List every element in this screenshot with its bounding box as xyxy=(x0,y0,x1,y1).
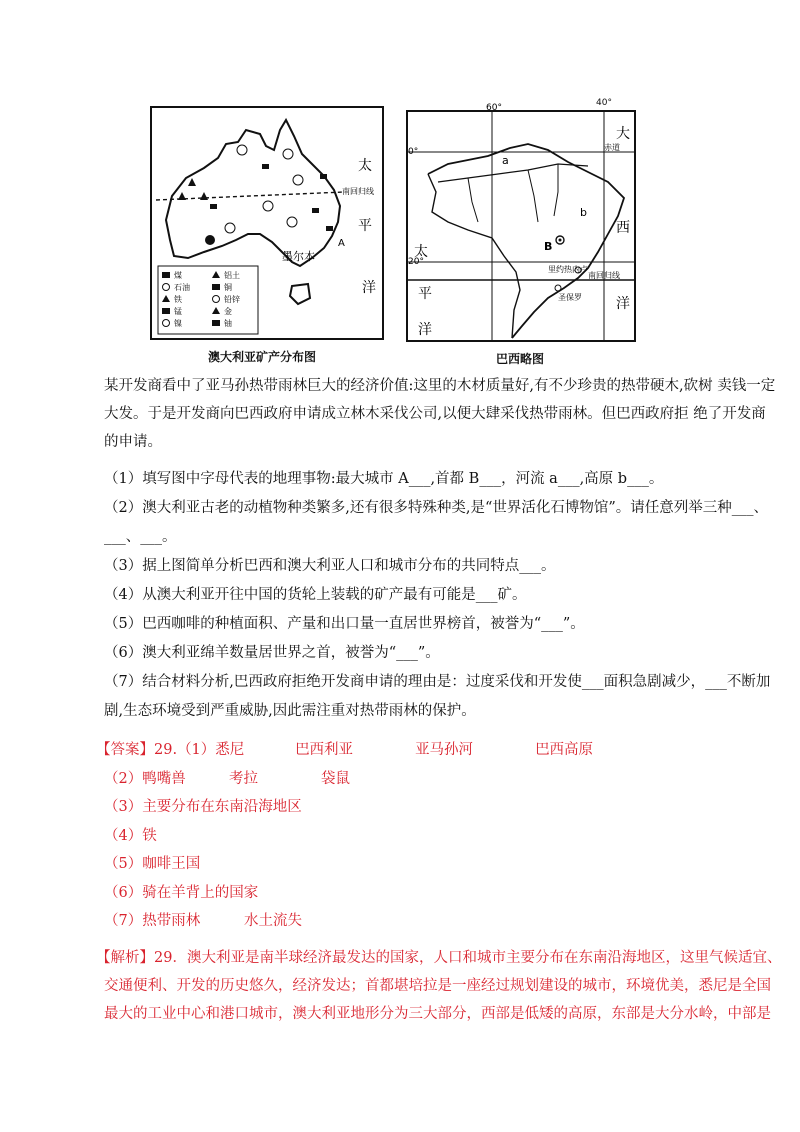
question-1: （1）填写图中字母代表的地理事物:最大城市 A___,首都 B___，河流 a___,高原 b___。 xyxy=(104,471,664,487)
australia-map-svg xyxy=(152,108,382,338)
legend-label: 铝土 xyxy=(224,271,240,280)
question-7: （7）结合材料分析,巴西政府拒绝开发商申请的理由是：过度采伐和开发使___面积急剧减少，___不断加 xyxy=(104,674,771,690)
lon40-label: 40° xyxy=(596,98,612,108)
answer-num: 29. xyxy=(154,742,178,758)
question-3: （3）据上图简单分析巴西和澳大利亚人口和城市分布的共同特点___。 xyxy=(104,558,556,574)
answer-row-6: （6）骑在羊背上的国家 xyxy=(104,884,259,901)
legend-label: 铁 xyxy=(174,295,182,304)
mineral-symbol xyxy=(312,208,319,213)
mineral-symbols xyxy=(178,145,333,245)
atlantic-label-2: 西 xyxy=(616,220,630,236)
answer-row-2 xyxy=(96,765,726,794)
mineral-symbol xyxy=(188,178,196,186)
legend-label: 铀 xyxy=(224,319,232,328)
answer-row-3: （3）主要分布在东南沿海地区 xyxy=(104,799,302,815)
atlantic-label-1: 大 xyxy=(616,126,630,142)
continent-outline xyxy=(428,144,624,338)
brazil-map xyxy=(406,98,636,342)
lat20-label: 20° xyxy=(408,257,424,267)
river-a-label: a xyxy=(502,154,509,167)
legend-label: 铅锌 xyxy=(224,295,240,304)
mineral-symbol xyxy=(320,174,327,179)
legend-label: 镍 xyxy=(174,319,182,328)
pacific-top-label: 太 xyxy=(358,158,372,174)
answer-row-5: （5）咖啡王国 xyxy=(104,856,201,872)
legend-label: 煤 xyxy=(174,271,182,280)
passage xyxy=(104,372,776,456)
answer-row-7 xyxy=(96,907,726,936)
passage-line: 大发。于是开发商向巴西政府申请成立林木采伐公司,以便大肆采伐热带雨林。但巴西政府拒 绝了开发商 xyxy=(104,406,766,422)
river-tributary xyxy=(554,164,558,216)
city-a-label: A xyxy=(338,238,345,249)
answer-item: （7）热带雨林 xyxy=(104,913,201,929)
mineral-symbol xyxy=(262,164,269,169)
question-6: （6）澳大利亚绵羊数量居世界之首，被誉为“___”。 xyxy=(104,645,440,661)
mineral-symbol xyxy=(200,192,208,200)
analysis-line-3: 最大的工业中心和港口城市，澳大利亚地形分为三大部分，西部是低矮的高原，东部是大分水岭，中部是 xyxy=(104,1006,771,1022)
analysis-section xyxy=(96,944,782,1028)
lon60-label: 60° xyxy=(486,103,502,113)
answer-item: 袋鼠 xyxy=(321,770,350,787)
coal-icon xyxy=(162,272,170,278)
maps-figure xyxy=(150,98,640,372)
analysis-tag: 【解析】 xyxy=(96,950,154,966)
capital-b-dot xyxy=(559,239,562,242)
amazon-river xyxy=(438,164,588,182)
rio-label: 里约热内卢 xyxy=(548,265,588,274)
answer-item: （1）悉尼 xyxy=(177,742,245,758)
plateau-b-label: b xyxy=(580,206,587,219)
pacific-label-3: 洋 xyxy=(418,322,432,338)
pacific-bottom-label: 洋 xyxy=(362,280,376,296)
answer-item: 巴西高原 xyxy=(535,742,594,758)
river-tributary xyxy=(468,178,478,222)
manganese-icon xyxy=(162,308,170,314)
equator-label: 赤道 xyxy=(604,143,620,152)
answer-item: 水土流失 xyxy=(244,913,302,929)
australia-map xyxy=(150,106,384,340)
saopaulo-marker xyxy=(555,285,561,291)
tropic-label: 南回归线 xyxy=(588,271,620,280)
tropic-label: 南回归线 xyxy=(342,187,374,196)
pacific-label-1: 太 xyxy=(414,244,428,260)
tasmania-outline xyxy=(290,284,310,304)
river-tributary xyxy=(528,170,538,222)
analysis-line-2: 交通便利、开发的历史悠久，经济发达；首都堪培拉是一座经过规划建设的城市，环境优美，悉尼是全国 xyxy=(104,978,771,994)
mineral-symbol xyxy=(283,149,293,159)
question-2-cont: ___、___。 xyxy=(104,529,177,545)
answer-tag: 【答案】 xyxy=(96,742,154,758)
questions xyxy=(104,465,771,726)
answer-item: （2）鸭嘴兽 xyxy=(104,770,186,787)
answer-row-1 xyxy=(96,736,726,765)
answer-item: 考拉 xyxy=(229,770,258,787)
mineral-symbol xyxy=(287,217,297,227)
question-2: （2）澳大利亚古老的动植物种类繁多,还有很多特殊种类,是“世界活化石博物馆”。请任意列举三种___、 xyxy=(104,500,769,516)
answer-section xyxy=(96,736,726,936)
legend-label: 石油 xyxy=(174,283,190,292)
passage-line: 某开发商看中了亚马孙热带雨林巨大的经济价值:这里的木材质量好,有不少珍贵的热带硬木,砍树 卖钱一定 xyxy=(104,378,776,394)
analysis-line-1 xyxy=(96,944,782,972)
legend-label: 铜 xyxy=(224,283,232,292)
mineral-symbol xyxy=(225,223,235,233)
capital-b-label: B xyxy=(544,240,553,253)
pacific-label-2: 平 xyxy=(418,286,432,302)
legend-label: 金 xyxy=(224,307,232,316)
brazil-border xyxy=(428,174,520,338)
mineral-symbol xyxy=(293,175,303,185)
mineral-symbol xyxy=(205,235,215,245)
answer-row-4: （4）铁 xyxy=(104,827,157,844)
mineral-symbol xyxy=(178,192,186,200)
legend-label: 锰 xyxy=(174,307,182,316)
answer-item: 巴西利亚 xyxy=(295,742,354,758)
pacific-mid-label: 平 xyxy=(358,218,372,234)
analysis-line: 29．澳大利亚是南半球经济最发达的国家，人口和城市主要分布在东南沿海地区，这里气候适宜、 xyxy=(154,950,782,966)
copper-icon xyxy=(212,284,220,290)
saopaulo-label: 圣保罗 xyxy=(558,293,582,302)
question-5: （5）巴西咖啡的种植面积、产量和出口量一直居世界榜首，被誉为“___”。 xyxy=(104,616,585,632)
melbourne-label: 墨尔本 xyxy=(282,250,315,263)
brazil-map-title: 巴西略图 xyxy=(496,352,545,366)
australia-outline xyxy=(166,120,340,266)
question-7-cont: 剧,生态环境受到严重威胁,因此需注重对热带雨林的保护。 xyxy=(104,703,476,719)
lat0-label: 0° xyxy=(408,147,419,157)
mineral-symbol xyxy=(210,204,217,209)
legend-box xyxy=(158,266,258,334)
question-4: （4）从澳大利亚开往中国的货轮上装载的矿产最有可能是___矿。 xyxy=(104,587,527,603)
answer-item: 亚马孙河 xyxy=(415,742,474,758)
passage-line: 的申请。 xyxy=(104,434,162,450)
australia-map-title: 澳大利亚矿产分布图 xyxy=(208,350,317,364)
uranium-icon xyxy=(212,320,220,326)
mineral-symbol xyxy=(237,145,247,155)
mineral-symbol xyxy=(263,201,273,211)
atlantic-label-3: 洋 xyxy=(616,296,630,312)
mineral-symbol xyxy=(326,226,333,231)
